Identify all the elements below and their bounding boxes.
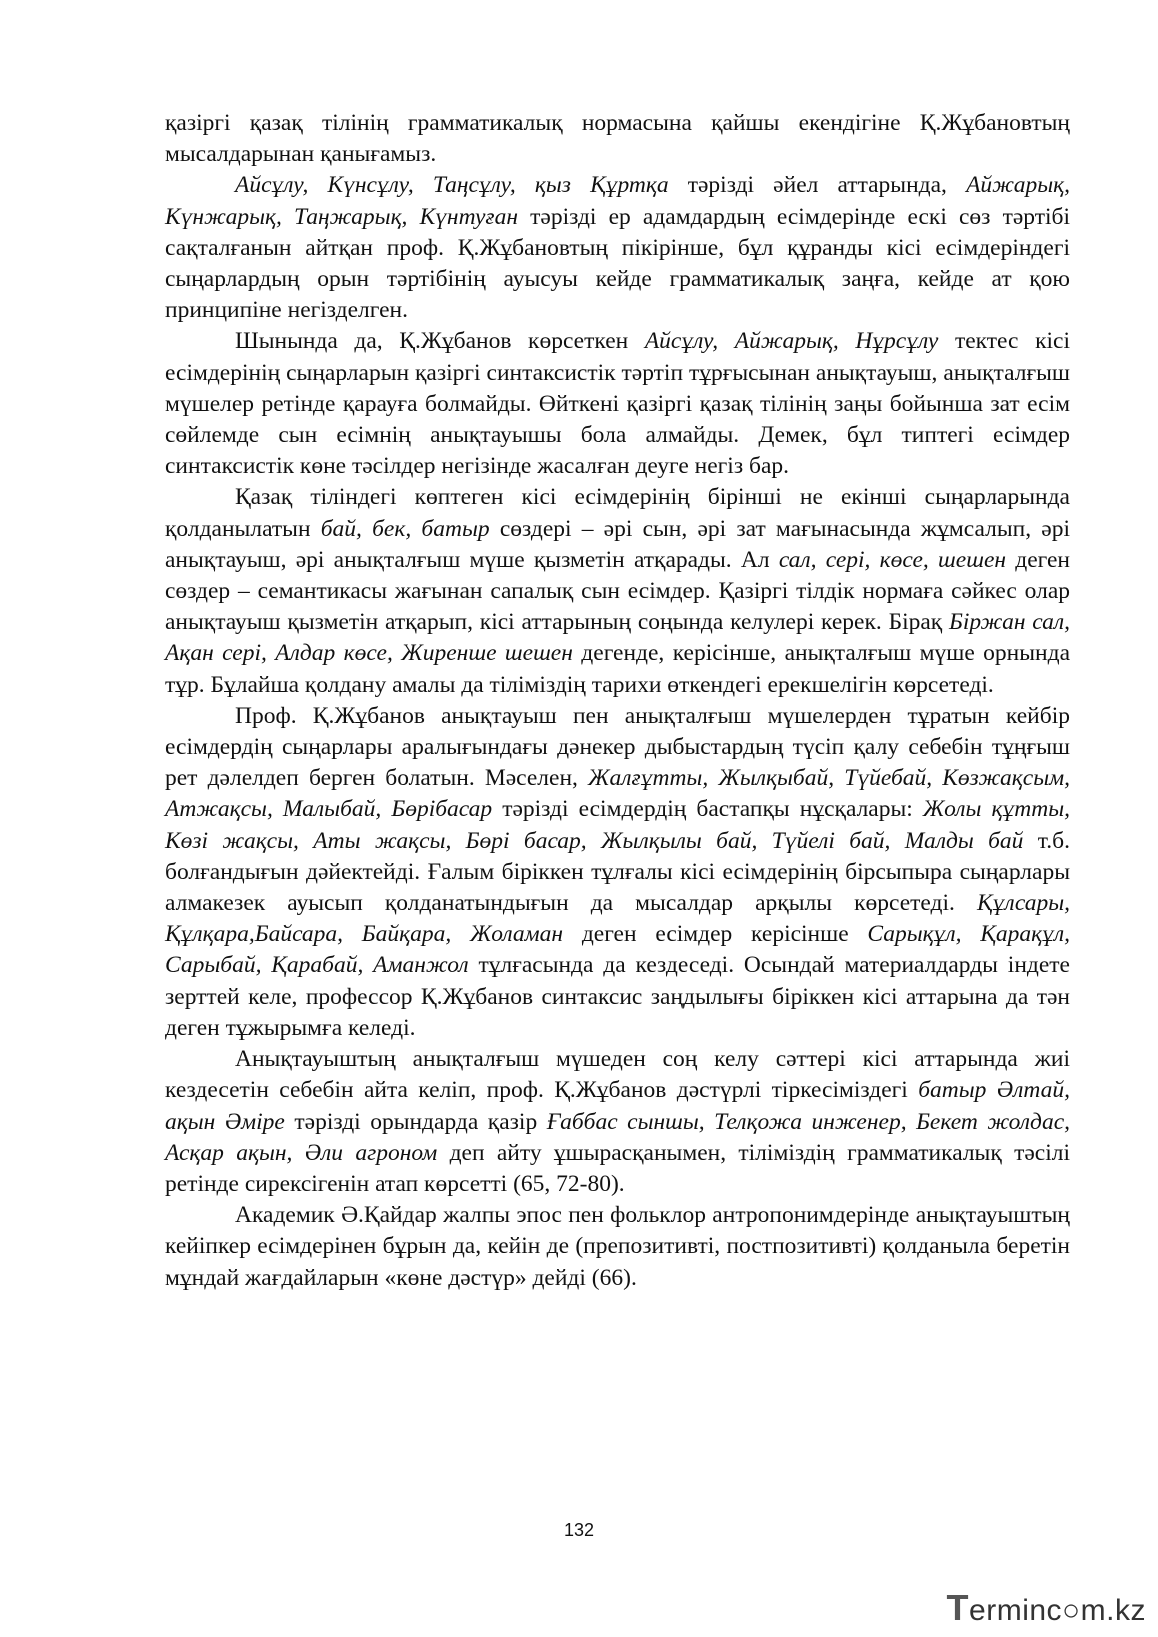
example-names: Сарықұл, Қарақұл, Сарыбай, Қарабай, Аманжол bbox=[165, 921, 1071, 979]
paragraph-7-text: Академик Ә.Қайдар жалпы эпос пен фольклор антропонимдерінде анықтауыштың кейіпкер есімдерінен бұрын да, кейін де (препозитивті, постпозитивті) қолданыла беретін мұндай жағдайларын «көне дәстүр» дейді (66). bbox=[165, 1202, 1070, 1291]
paragraph-5-text: деген есімдер керісінше bbox=[563, 921, 868, 948]
watermark-text: erminc○m.kz bbox=[969, 1594, 1146, 1627]
paragraph-6-text: деп айту ұшырасқанымен, тіліміздің грамматикалық тәсілі ретінде сирексігенін атап көрсетті (65, 72-80). bbox=[165, 1139, 1070, 1197]
paragraph-7 bbox=[165, 1200, 1070, 1294]
example-names: Ғаббас сыншы, Телқожа инженер, Бекет жолдас, Асқар ақын, Әли агроном bbox=[165, 1108, 1070, 1166]
example-names: Біржан сал, Ақан сері, Алдар көсе, Жиренше шешен bbox=[165, 609, 1070, 667]
paragraph-3 bbox=[165, 326, 1070, 482]
example-names: Құлсары, Құлқара,Байсара, Байқара, Жоламан bbox=[165, 890, 1070, 948]
example-names: бай, бек, батыр bbox=[320, 515, 490, 542]
paragraph-4-text: Қазақ тіліндегі көптеген кісі есімдерінің бірінші не екінші сыңарларында қолданылатын bbox=[165, 484, 1070, 542]
example-names: сал, сері, көсе, шешен bbox=[778, 546, 1007, 573]
paragraph-5-text: Проф. Қ.Жұбанов анықтауыш пен анықталғыш мүшелерден тұратын кейбір есімдердің сыңарлары аралығындағы дәнекер дыбыстардың түсіп қалу себебін тұңғыш рет дәлелдеп берген болатын. Мәселен, bbox=[165, 702, 1070, 792]
paragraph-2-text: тәрізді ер адамдардың есімдерінде ескі сөз тәртібі сақталғанын айтқан проф. Қ.Жұбановтың пікірінше, бұл құранды кісі есімдеріндегі сыңарлардың орын тәртібінің ауысуы кейде грамматикалық заңға, кейде ат қою принципіне негізделген. bbox=[165, 203, 1070, 324]
paragraph-5-text: тәрізді есімдердің бастапқы нұсқалары: bbox=[492, 796, 923, 823]
example-names: Жолы құтты, Көзі жақсы, Аты жақсы, Бөрі басар, Жылқылы бай, Түйелі бай, Малды бай bbox=[165, 796, 1070, 854]
paragraph-4 bbox=[165, 482, 1070, 700]
watermark-initial: T bbox=[946, 1587, 970, 1628]
paragraph-6-text: Анықтауыштың анықталғыш мүшеден соң келу сәттері кісі аттарында жиі кездесетін себебін айта келіп, проф. Қ.Жұбанов дәстүрлі тіркесіміздегі bbox=[165, 1046, 1070, 1104]
paragraph-3-text: тектес кісі есімдерінің сыңарларын қазіргі синтаксистік тәртіп тұрғысынан анықтауыш, анықталғыш мүшелер ретінде қарауға болмайды. Өйткені қазіргі қазақ тілінің заңы бойынша зат есім сөйлемде сын есімнің анықтауышы бола алмайды. Демек, бұл типтегі есімдер синтаксистік көне тәсілдер негізінде жасалған деуге негіз бар. bbox=[165, 328, 1070, 480]
site-watermark bbox=[947, 1587, 1146, 1629]
page-body bbox=[165, 108, 1070, 1294]
paragraph-4-text: сөздері – әрі сын, әрі зат мағынасында жұмсалып, әрі анықтауыш, әрі анықталғыш мүше қызметін атқарады. Ал bbox=[165, 515, 1070, 573]
paragraph-5 bbox=[165, 701, 1070, 1044]
paragraph-6-text: тәрізді орындарда қазір bbox=[284, 1108, 547, 1135]
example-names: Айжарық, Күнжарық, Таңжарық, Күнтуған bbox=[165, 172, 1070, 230]
example-names: Айсұлу, Күнсұлу, Таңсұлу, қыз Құртқа bbox=[235, 172, 669, 199]
paragraph-6 bbox=[165, 1044, 1070, 1200]
page-number: 132 bbox=[563, 1520, 595, 1540]
example-names: батыр Әлтай, ақын Әміре bbox=[165, 1077, 1070, 1135]
paragraph-4-text: деген сөздер – семантикасы жағынан сапалық сын есімдер. Қазіргі тілдік нормаға сәйкес олар анықтауыш қызметін атқарып, кісі аттарының соңында келулері керек. Бірақ bbox=[165, 546, 1070, 636]
paragraph-1-text: қазіргі қазақ тілінің грамматикалық нормасына қайшы екендігіне Қ.Жұбановтың мысалдарынан қанығамыз. bbox=[165, 110, 1070, 168]
paragraph-2 bbox=[165, 170, 1070, 326]
example-names: Айсұлу, Айжарық, Нұрсұлу bbox=[644, 328, 939, 355]
paragraph-5-text: т.б. болғандығын дәйектейді. Ғалым біріккен тұлғалы кісі есімдерінің бірсыпыра сыңарлары алмакезек ауысып қолданатындығын да мысалдар арқылы көрсетеді. bbox=[165, 827, 1070, 917]
paragraph-1 bbox=[165, 108, 1070, 170]
paragraph-3-text: Шынында да, Қ.Жұбанов көрсеткен bbox=[235, 328, 645, 355]
paragraph-2-text: тәрізді әйел аттарында, bbox=[668, 172, 967, 199]
paragraph-4-text: дегенде, керісінше, анықталғыш мүше орнында тұр. Бұлайша қолдану амалы да тіліміздің тарихи өткендегі ерекшелігін көрсетеді. bbox=[165, 640, 1070, 698]
example-names: Жалғұтты, Жылқыбай, Түйебай, Көзжақсым, Атжақсы, Малыбай, Бөрібасар bbox=[165, 765, 1070, 823]
paragraph-5-text: тұлғасында да кездеседі. Осындай материалдарды індете зерттей келе, профессор Қ.Жұбанов синтаксис заңдылығы біріккен кісі аттарына да тән деген тұжырымға келеді. bbox=[165, 952, 1070, 1041]
